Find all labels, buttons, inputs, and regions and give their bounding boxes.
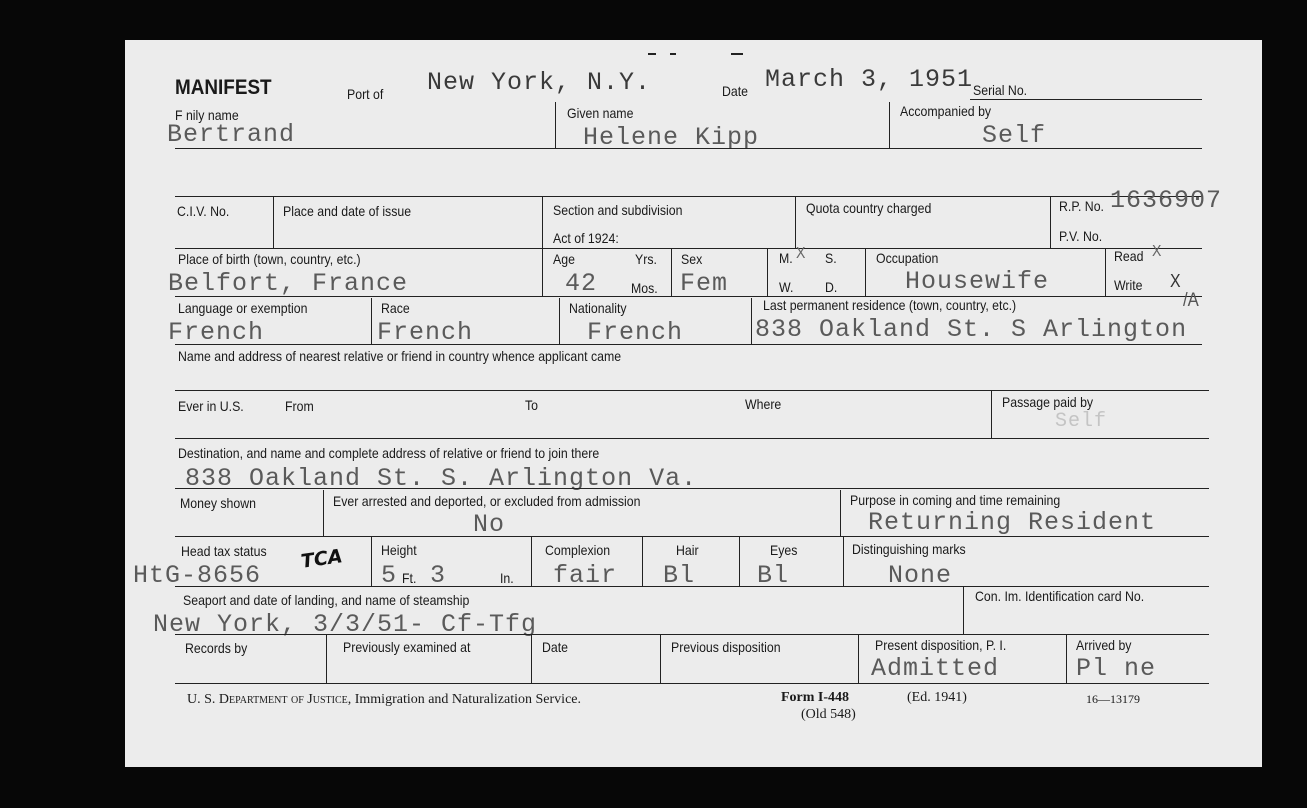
nationality-value: French	[587, 318, 684, 347]
form-title: MANIFEST	[175, 76, 272, 99]
date-label: Date	[722, 83, 749, 99]
mos-label: Mos.	[631, 280, 658, 296]
destination-value: 838 Oakland St. S. Arlington Va.	[185, 464, 698, 493]
divider	[559, 298, 560, 344]
birth-value: Belfort, France	[168, 269, 409, 298]
divider	[963, 586, 964, 634]
in-label: In.	[500, 570, 514, 586]
destination-label: Destination, and name and complete address of relative or friend to join there	[178, 445, 600, 461]
write-mark: X	[1170, 271, 1181, 291]
port-value: New York, N.Y.	[427, 68, 652, 97]
present-disp-value: Admitted	[871, 654, 1000, 683]
age-label: Age	[553, 251, 575, 267]
eyes-label: Eyes	[770, 542, 798, 558]
row-line	[175, 390, 1209, 391]
divider	[1105, 248, 1106, 296]
divider	[889, 102, 890, 148]
birth-label: Place of birth (town, country, etc.)	[178, 251, 361, 267]
conim-label: Con. Im. Identification card No.	[975, 588, 1145, 604]
row-line	[175, 438, 1209, 439]
row-line	[175, 196, 1202, 197]
arrested-label: Ever arrested and deported, or excluded from admission	[333, 493, 641, 509]
row-line	[175, 148, 1202, 149]
sex-label: Sex	[681, 251, 703, 267]
nationality-label: Nationality	[569, 300, 627, 316]
footer-department	[187, 692, 581, 708]
sex-value: Fem	[680, 269, 729, 298]
family-name-label: F nily name	[175, 107, 239, 123]
registration-mark	[731, 53, 743, 55]
divider	[767, 248, 768, 296]
race-value: French	[377, 318, 474, 347]
height-in: 3	[430, 561, 447, 590]
eyes-value: Bl	[757, 561, 790, 590]
headtax-label: Head tax status	[181, 543, 267, 559]
passage-label: Passage paid by	[1002, 394, 1094, 410]
manifest-card	[125, 40, 1262, 767]
prev-exam-label: Previously examined at	[343, 639, 471, 655]
divider	[531, 635, 532, 683]
ft-label: Ft.	[402, 570, 417, 586]
footer-old-form: (Old 548)	[801, 707, 856, 722]
divider	[326, 635, 327, 683]
s-label: S.	[825, 250, 837, 266]
family-name-value: Bertrand	[167, 120, 296, 149]
accompanied-value: Self	[982, 121, 1047, 150]
seaport-label: Seaport and date of landing, and name of steamship	[183, 592, 470, 608]
row-line	[175, 536, 1209, 537]
headtax-value: HtG-8656	[133, 561, 262, 590]
divider	[542, 197, 543, 248]
purpose-value: Returning Resident	[868, 508, 1157, 537]
section-label: Section and subdivision	[553, 202, 683, 218]
arrived-value: Pl ne	[1076, 654, 1157, 683]
given-name-label: Given name	[567, 105, 634, 121]
divider	[751, 298, 752, 344]
divider	[671, 248, 672, 296]
divider	[542, 248, 543, 296]
residence-value: 838 Oakland St. S Arlington	[755, 315, 1188, 344]
act-label: Act of 1924:	[553, 230, 619, 246]
pv-label: P.V. No.	[1059, 228, 1103, 244]
hair-label: Hair	[676, 542, 699, 558]
row-line	[175, 248, 1202, 249]
divider	[371, 298, 372, 344]
headtax-handwritten: TCA	[299, 545, 344, 573]
m-label: M.	[779, 250, 793, 266]
divider	[555, 102, 556, 148]
row-line	[175, 683, 1209, 684]
divider	[865, 248, 866, 296]
w-label: W.	[779, 279, 794, 295]
date-value: March 3, 1951	[765, 65, 974, 94]
row-line	[175, 488, 1209, 489]
arrested-value: No	[473, 510, 506, 539]
row-line	[175, 344, 1202, 345]
date-label-2: Date	[542, 639, 569, 655]
read-label: Read	[1114, 248, 1144, 264]
divider	[660, 635, 661, 683]
ever-label: Ever in U.S.	[178, 398, 244, 414]
purpose-label: Purpose in coming and time remaining	[850, 492, 1061, 508]
money-label: Money shown	[180, 495, 257, 511]
occupation-label: Occupation	[876, 250, 939, 266]
civ-label: C.I.V. No.	[177, 203, 230, 219]
row-line	[175, 296, 1202, 297]
footer-form: Form I-448	[781, 690, 850, 705]
from-label: From	[285, 398, 314, 414]
occupation-value: Housewife	[905, 267, 1050, 296]
footer-edition: (Ed. 1941)	[907, 690, 967, 705]
marks-value: None	[888, 561, 953, 590]
residence-extra: /A	[1183, 290, 1199, 311]
divider	[991, 390, 992, 438]
divider	[795, 197, 796, 248]
footer-dept-text: U. S. Department of Justice,	[187, 692, 352, 707]
relative-label: Name and address of nearest relative or friend in country whence applicant came	[178, 348, 622, 364]
given-name-value: Helene Kipp	[583, 123, 760, 152]
divider	[371, 537, 372, 587]
divider	[840, 490, 841, 536]
registration-mark	[670, 53, 676, 55]
divider	[843, 537, 844, 587]
prev-disp-label: Previous disposition	[671, 639, 781, 655]
height-ft: 5	[381, 561, 398, 590]
divider	[273, 197, 274, 248]
divider	[323, 490, 324, 536]
serial-line	[970, 99, 1202, 100]
marks-label: Distinguishing marks	[852, 541, 966, 557]
complexion-value: fair	[553, 561, 618, 590]
age-value: 42	[565, 269, 598, 298]
where-label: Where	[745, 396, 782, 412]
rp-label: R.P. No.	[1059, 198, 1104, 214]
divider	[858, 635, 859, 683]
divider	[1066, 635, 1067, 683]
registration-mark	[648, 53, 656, 55]
serial-label: Serial No.	[973, 82, 1028, 98]
height-label: Height	[381, 542, 417, 558]
language-value: French	[168, 318, 265, 347]
hair-value: Bl	[663, 561, 696, 590]
accompanied-label: Accompanied by	[900, 103, 992, 119]
divider	[739, 537, 740, 587]
passage-value: Self	[1055, 410, 1108, 433]
read-mark: X	[1152, 243, 1162, 260]
language-label: Language or exemption	[178, 300, 308, 316]
present-disp-label: Present disposition, P. I.	[875, 637, 1007, 653]
rp-value: 1636907	[1110, 186, 1223, 215]
yrs-label: Yrs.	[635, 251, 657, 267]
race-label: Race	[381, 300, 410, 316]
residence-label: Last permanent residence (town, country, etc.)	[763, 297, 1017, 313]
place-issue-label: Place and date of issue	[283, 203, 412, 219]
to-label: To	[525, 397, 539, 413]
row-line	[175, 586, 1209, 587]
divider	[1050, 197, 1051, 248]
d-label: D.	[825, 279, 838, 295]
footer-code: 16—13179	[1086, 692, 1140, 706]
divider	[531, 537, 532, 587]
footer-service-text: Immigration and Naturalization Service.	[354, 692, 581, 707]
seaport-value: New York, 3/3/51- Cf-Tfg	[153, 610, 538, 639]
complexion-label: Complexion	[545, 542, 611, 558]
row-line	[175, 634, 1209, 635]
records-label: Records by	[185, 640, 248, 656]
write-label: Write	[1114, 277, 1143, 293]
divider	[642, 537, 643, 587]
quota-label: Quota country charged	[806, 200, 932, 216]
arrived-label: Arrived by	[1076, 637, 1132, 653]
port-label: Port of	[347, 86, 384, 102]
marital-mark: X	[796, 245, 806, 262]
